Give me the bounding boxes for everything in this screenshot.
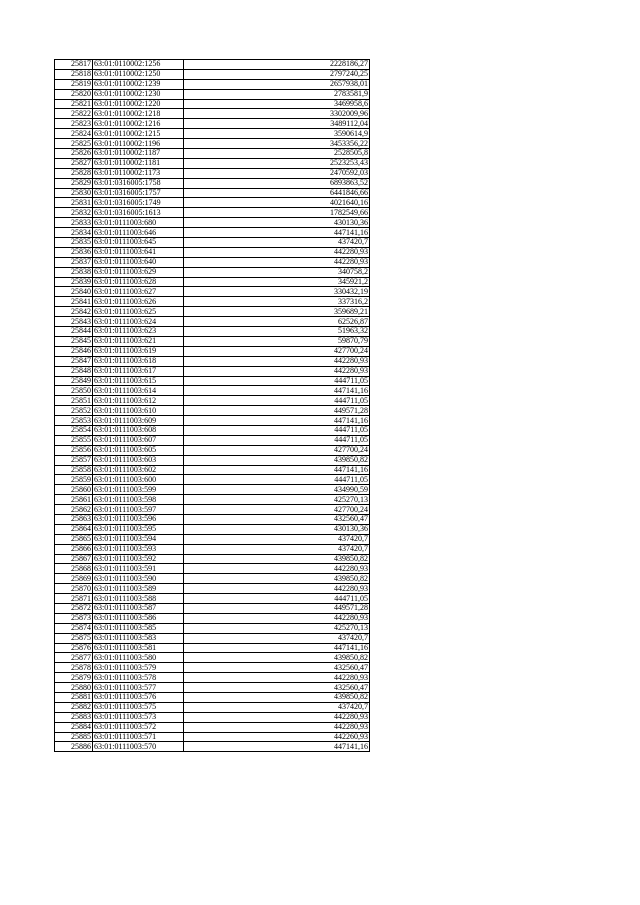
table-row [55, 267, 370, 277]
row-number-cell: 25828 [55, 168, 93, 178]
row-number-cell: 25885 [55, 732, 93, 742]
cadastral-value-cell: 6441846,66 [184, 188, 370, 198]
cadastral-value-cell: 437420,7 [184, 544, 370, 554]
cadastral-number-cell: 63:01:0111003:573 [93, 712, 184, 722]
cadastral-value-cell: 437420,7 [184, 702, 370, 712]
table-row [55, 307, 370, 317]
cadastral-value-cell: 447141,16 [184, 465, 370, 475]
cadastral-value-cell: 447141,16 [184, 228, 370, 238]
cadastral-number-cell: 63:01:0111003:623 [93, 327, 184, 337]
cadastral-number-cell: 63:01:0316005:1749 [93, 198, 184, 208]
row-number-cell: 25871 [55, 594, 93, 604]
row-number-cell: 25857 [55, 455, 93, 465]
cadastral-value-cell: 2657938,01 [184, 79, 370, 89]
row-number-cell: 25829 [55, 178, 93, 188]
table-row [55, 158, 370, 168]
row-number-cell: 25875 [55, 633, 93, 643]
cadastral-number-cell: 63:01:0110002:1215 [93, 129, 184, 139]
cadastral-number-cell: 63:01:0111003:576 [93, 693, 184, 703]
row-number-cell: 25862 [55, 505, 93, 515]
cadastral-value-cell: 2528505,8 [184, 149, 370, 159]
table-row [55, 188, 370, 198]
cadastral-value-cell: 447141,16 [184, 742, 370, 752]
table-row [55, 297, 370, 307]
row-number-cell: 25884 [55, 722, 93, 732]
table-row [55, 643, 370, 653]
cadastral-value-cell: 432560,47 [184, 683, 370, 693]
row-number-cell: 25823 [55, 119, 93, 129]
table-row [55, 277, 370, 287]
row-number-cell: 25833 [55, 218, 93, 228]
cadastral-number-cell: 63:01:0111003:583 [93, 633, 184, 643]
cadastral-number-cell: 63:01:0111003:610 [93, 406, 184, 416]
table-row [55, 465, 370, 475]
row-number-cell: 25865 [55, 534, 93, 544]
cadastral-value-cell: 337316,2 [184, 297, 370, 307]
cadastral-value-cell: 437420,7 [184, 238, 370, 248]
cadastral-value-cell: 447141,16 [184, 416, 370, 426]
table-row [55, 475, 370, 485]
cadastral-number-cell: 63:01:0111003:609 [93, 416, 184, 426]
row-number-cell: 25847 [55, 356, 93, 366]
cadastral-value-cell: 2470592,03 [184, 168, 370, 178]
table-row [55, 416, 370, 426]
row-number-cell: 25827 [55, 158, 93, 168]
row-number-cell: 25830 [55, 188, 93, 198]
row-number-cell: 25837 [55, 257, 93, 267]
cadastral-value-cell: 427700,24 [184, 505, 370, 515]
row-number-cell: 25886 [55, 742, 93, 752]
cadastral-number-cell: 63:01:0111003:602 [93, 465, 184, 475]
row-number-cell: 25882 [55, 702, 93, 712]
row-number-cell: 25818 [55, 69, 93, 79]
table-row [55, 60, 370, 70]
row-number-cell: 25876 [55, 643, 93, 653]
cadastral-number-cell: 63:01:0111003:593 [93, 544, 184, 554]
row-number-cell: 25838 [55, 267, 93, 277]
cadastral-number-cell: 63:01:0111003:599 [93, 485, 184, 495]
cadastral-value-cell: 3469958,6 [184, 99, 370, 109]
cadastral-value-cell: 2228186,27 [184, 60, 370, 70]
table-row [55, 613, 370, 623]
row-number-cell: 25877 [55, 653, 93, 663]
row-number-cell: 25840 [55, 287, 93, 297]
cadastral-value-cell: 432560,47 [184, 663, 370, 673]
table-row [55, 554, 370, 564]
row-number-cell: 25873 [55, 613, 93, 623]
cadastral-value-cell: 442280,93 [184, 584, 370, 594]
cadastral-number-cell: 63:01:0111003:621 [93, 336, 184, 346]
cadastral-number-cell: 63:01:0111003:581 [93, 643, 184, 653]
table-row [55, 653, 370, 663]
table-row [55, 594, 370, 604]
cadastral-number-cell: 63:01:0110002:1216 [93, 119, 184, 129]
row-number-cell: 25859 [55, 475, 93, 485]
table-row [55, 228, 370, 238]
cadastral-number-cell: 63:01:0111003:607 [93, 435, 184, 445]
cadastral-value-cell: 437420,7 [184, 534, 370, 544]
table-row [55, 376, 370, 386]
cadastral-value-cell: 1782549,66 [184, 208, 370, 218]
cadastral-value-cell: 442280,93 [184, 564, 370, 574]
cadastral-number-cell: 63:01:0111003:591 [93, 564, 184, 574]
cadastral-value-cell: 330432,19 [184, 287, 370, 297]
table-row [55, 178, 370, 188]
table-row [55, 673, 370, 683]
cadastral-number-cell: 63:01:0111003:588 [93, 594, 184, 604]
row-number-cell: 25880 [55, 683, 93, 693]
row-number-cell: 25872 [55, 603, 93, 613]
row-number-cell: 25826 [55, 149, 93, 159]
row-number-cell: 25832 [55, 208, 93, 218]
table-row [55, 564, 370, 574]
row-number-cell: 25820 [55, 89, 93, 99]
cadastral-number-cell: 63:01:0111003:603 [93, 455, 184, 465]
table-row [55, 366, 370, 376]
table-body [55, 60, 370, 752]
cadastral-value-cell: 340758,2 [184, 267, 370, 277]
cadastral-number-cell: 63:01:0111003:628 [93, 277, 184, 287]
row-number-cell: 25881 [55, 693, 93, 703]
cadastral-value-cell: 439850,82 [184, 455, 370, 465]
table-row [55, 247, 370, 257]
row-number-cell: 25834 [55, 228, 93, 238]
row-number-cell: 25817 [55, 60, 93, 70]
row-number-cell: 25841 [55, 297, 93, 307]
cadastral-number-cell: 63:01:0111003:587 [93, 603, 184, 613]
cadastral-number-cell: 63:01:0111003:572 [93, 722, 184, 732]
cadastral-number-cell: 63:01:0110002:1218 [93, 109, 184, 119]
cadastral-value-cell: 447141,16 [184, 386, 370, 396]
cadastral-number-cell: 63:01:0111003:600 [93, 475, 184, 485]
cadastral-number-cell: 63:01:0111003:617 [93, 366, 184, 376]
row-number-cell: 25849 [55, 376, 93, 386]
cadastral-value-cell: 2783581,9 [184, 89, 370, 99]
cadastral-value-cell: 427700,24 [184, 445, 370, 455]
cadastral-value-cell: 430130,36 [184, 218, 370, 228]
cadastral-number-cell: 63:01:0111003:577 [93, 683, 184, 693]
row-number-cell: 25843 [55, 317, 93, 327]
table-row [55, 435, 370, 445]
cadastral-number-cell: 63:01:0110002:1181 [93, 158, 184, 168]
row-number-cell: 25864 [55, 524, 93, 534]
table-row [55, 485, 370, 495]
table-row [55, 139, 370, 149]
cadastral-number-cell: 63:01:0110002:1256 [93, 60, 184, 70]
row-number-cell: 25878 [55, 663, 93, 673]
table-row [55, 109, 370, 119]
table-row [55, 603, 370, 613]
cadastral-number-cell: 63:01:0111003:619 [93, 346, 184, 356]
row-number-cell: 25869 [55, 574, 93, 584]
cadastral-value-cell: 6893863,52 [184, 178, 370, 188]
row-number-cell: 25867 [55, 554, 93, 564]
table-row [55, 79, 370, 89]
cadastral-number-cell: 63:01:0110002:1230 [93, 89, 184, 99]
table-row [55, 356, 370, 366]
cadastral-value-cell: 449571,28 [184, 603, 370, 613]
table-row [55, 455, 370, 465]
cadastral-value-cell: 444711,05 [184, 376, 370, 386]
row-number-cell: 25860 [55, 485, 93, 495]
row-number-cell: 25863 [55, 514, 93, 524]
cadastral-value-cell: 51963,32 [184, 327, 370, 337]
table-row [55, 505, 370, 515]
row-number-cell: 25856 [55, 445, 93, 455]
row-number-cell: 25854 [55, 425, 93, 435]
table-row [55, 208, 370, 218]
row-number-cell: 25866 [55, 544, 93, 554]
table-row [55, 544, 370, 554]
table-row [55, 732, 370, 742]
cadastral-value-cell: 439850,82 [184, 653, 370, 663]
cadastral-number-cell: 63:01:0316005:1758 [93, 178, 184, 188]
cadastral-value-cell: 345921,2 [184, 277, 370, 287]
table-row [55, 406, 370, 416]
table-row [55, 742, 370, 752]
cadastral-value-cell: 447141,16 [184, 643, 370, 653]
cadastral-value-cell: 442280,93 [184, 257, 370, 267]
cadastral-value-cell: 444711,05 [184, 435, 370, 445]
table-row [55, 623, 370, 633]
cadastral-value-cell: 3590614,9 [184, 129, 370, 139]
cadastral-number-cell: 63:01:0111003:595 [93, 524, 184, 534]
table-row [55, 218, 370, 228]
cadastral-number-cell: 63:01:0110002:1239 [93, 79, 184, 89]
cadastral-number-cell: 63:01:0111003:594 [93, 534, 184, 544]
cadastral-number-cell: 63:01:0110002:1220 [93, 99, 184, 109]
cadastral-value-cell: 427700,24 [184, 346, 370, 356]
table-row [55, 317, 370, 327]
table-row [55, 396, 370, 406]
row-number-cell: 25851 [55, 396, 93, 406]
row-number-cell: 25846 [55, 346, 93, 356]
cadastral-value-cell: 439850,82 [184, 693, 370, 703]
row-number-cell: 25825 [55, 139, 93, 149]
row-number-cell: 25824 [55, 129, 93, 139]
cadastral-number-cell: 63:01:0111003:626 [93, 297, 184, 307]
cadastral-value-cell: 359689,21 [184, 307, 370, 317]
table-row [55, 722, 370, 732]
table-row [55, 425, 370, 435]
cadastral-value-cell: 2797240,25 [184, 69, 370, 79]
cadastral-number-cell: 63:01:0111003:645 [93, 238, 184, 248]
table-row [55, 574, 370, 584]
cadastral-value-cell: 425270,13 [184, 495, 370, 505]
cadastral-number-cell: 63:01:0110002:1187 [93, 149, 184, 159]
row-number-cell: 25852 [55, 406, 93, 416]
table-row [55, 129, 370, 139]
cadastral-value-cell: 439850,82 [184, 574, 370, 584]
row-number-cell: 25883 [55, 712, 93, 722]
cadastral-value-cell: 425270,13 [184, 623, 370, 633]
cadastral-value-cell: 432560,47 [184, 514, 370, 524]
table-row [55, 149, 370, 159]
cadastral-number-cell: 63:01:0111003:618 [93, 356, 184, 366]
row-number-cell: 25858 [55, 465, 93, 475]
cadastral-number-cell: 63:01:0111003:571 [93, 732, 184, 742]
table-row [55, 693, 370, 703]
cadastral-number-cell: 63:01:0111003:585 [93, 623, 184, 633]
cadastral-number-cell: 63:01:0316005:1757 [93, 188, 184, 198]
table-row [55, 584, 370, 594]
table-row [55, 198, 370, 208]
cadastral-value-cell: 3489112,04 [184, 119, 370, 129]
row-number-cell: 25855 [55, 435, 93, 445]
cadastral-value-cell: 442280,93 [184, 712, 370, 722]
cadastral-value-cell: 59870,79 [184, 336, 370, 346]
table-row [55, 327, 370, 337]
cadastral-value-cell: 3302009,96 [184, 109, 370, 119]
cadastral-number-cell: 63:01:0111003:575 [93, 702, 184, 712]
cadastral-number-cell: 63:01:0111003:629 [93, 267, 184, 277]
cadastral-number-cell: 63:01:0316005:1613 [93, 208, 184, 218]
table-row [55, 702, 370, 712]
table-row [55, 287, 370, 297]
table-row [55, 386, 370, 396]
row-number-cell: 25839 [55, 277, 93, 287]
table-row [55, 168, 370, 178]
row-number-cell: 25868 [55, 564, 93, 574]
cadastral-number-cell: 63:01:0111003:596 [93, 514, 184, 524]
cadastral-number-cell: 63:01:0111003:590 [93, 574, 184, 584]
row-number-cell: 25844 [55, 327, 93, 337]
row-number-cell: 25870 [55, 584, 93, 594]
cadastral-number-cell: 63:01:0110002:1250 [93, 69, 184, 79]
row-number-cell: 25842 [55, 307, 93, 317]
row-number-cell: 25845 [55, 336, 93, 346]
table-row [55, 712, 370, 722]
row-number-cell: 25822 [55, 109, 93, 119]
cadastral-number-cell: 63:01:0111003:640 [93, 257, 184, 267]
row-number-cell: 25850 [55, 386, 93, 396]
cadastral-number-cell: 63:01:0111003:578 [93, 673, 184, 683]
cadastral-value-cell: 449571,28 [184, 406, 370, 416]
cadastral-number-cell: 63:01:0111003:625 [93, 307, 184, 317]
cadastral-number-cell: 63:01:0111003:597 [93, 505, 184, 515]
table-row [55, 89, 370, 99]
cadastral-value-cell: 442260,93 [184, 732, 370, 742]
cadastral-number-cell: 63:01:0111003:608 [93, 425, 184, 435]
cadastral-number-cell: 63:01:0111003:598 [93, 495, 184, 505]
table-row [55, 633, 370, 643]
cadastral-value-cell: 434990,59 [184, 485, 370, 495]
cadastral-number-cell: 63:01:0111003:646 [93, 228, 184, 238]
row-number-cell: 25835 [55, 238, 93, 248]
cadastral-number-cell: 63:01:0111003:614 [93, 386, 184, 396]
cadastral-value-cell: 3453356,22 [184, 139, 370, 149]
table-row [55, 524, 370, 534]
table-row [55, 534, 370, 544]
cadastral-value-cell: 442280,93 [184, 613, 370, 623]
row-number-cell: 25853 [55, 416, 93, 426]
cadastral-number-cell: 63:01:0111003:579 [93, 663, 184, 673]
cadastral-value-cell: 439850,82 [184, 554, 370, 564]
cadastral-value-cell: 444711,05 [184, 425, 370, 435]
table-row [55, 336, 370, 346]
row-number-cell: 25879 [55, 673, 93, 683]
cadastral-value-cell: 444711,05 [184, 594, 370, 604]
cadastral-value-cell: 442280,93 [184, 722, 370, 732]
table-row [55, 663, 370, 673]
cadastral-number-cell: 63:01:0111003:580 [93, 653, 184, 663]
cadastral-value-table [54, 59, 370, 752]
cadastral-number-cell: 63:01:0111003:641 [93, 247, 184, 257]
row-number-cell: 25848 [55, 366, 93, 376]
cadastral-number-cell: 63:01:0111003:605 [93, 445, 184, 455]
cadastral-number-cell: 63:01:0111003:615 [93, 376, 184, 386]
cadastral-value-cell: 442280,93 [184, 247, 370, 257]
table-row [55, 346, 370, 356]
row-number-cell: 25874 [55, 623, 93, 633]
row-number-cell: 25861 [55, 495, 93, 505]
cadastral-number-cell: 63:01:0111003:680 [93, 218, 184, 228]
cadastral-value-cell: 444711,05 [184, 396, 370, 406]
cadastral-number-cell: 63:01:0111003:592 [93, 554, 184, 564]
table-row [55, 69, 370, 79]
cadastral-value-cell: 437420,7 [184, 633, 370, 643]
row-number-cell: 25836 [55, 247, 93, 257]
row-number-cell: 25819 [55, 79, 93, 89]
table-row [55, 683, 370, 693]
cadastral-number-cell: 63:01:0111003:624 [93, 317, 184, 327]
table-row [55, 514, 370, 524]
table-row [55, 495, 370, 505]
table-row [55, 99, 370, 109]
cadastral-number-cell: 63:01:0111003:586 [93, 613, 184, 623]
table-row [55, 445, 370, 455]
row-number-cell: 25831 [55, 198, 93, 208]
cadastral-number-cell: 63:01:0111003:570 [93, 742, 184, 752]
cadastral-number-cell: 63:01:0111003:589 [93, 584, 184, 594]
cadastral-value-cell: 442280,93 [184, 356, 370, 366]
cadastral-value-cell: 442280,93 [184, 673, 370, 683]
cadastral-number-cell: 63:01:0111003:627 [93, 287, 184, 297]
table-row [55, 119, 370, 129]
table-row [55, 238, 370, 248]
cadastral-number-cell: 63:01:0110002:1173 [93, 168, 184, 178]
table-row [55, 257, 370, 267]
cadastral-value-cell: 62526,87 [184, 317, 370, 327]
cadastral-value-cell: 430130,36 [184, 524, 370, 534]
cadastral-value-cell: 4021640,16 [184, 198, 370, 208]
cadastral-number-cell: 63:01:0111003:612 [93, 396, 184, 406]
cadastral-value-cell: 2523253,43 [184, 158, 370, 168]
row-number-cell: 25821 [55, 99, 93, 109]
cadastral-number-cell: 63:01:0110002:1196 [93, 139, 184, 149]
cadastral-value-cell: 444711,05 [184, 475, 370, 485]
cadastral-value-cell: 442280,93 [184, 366, 370, 376]
